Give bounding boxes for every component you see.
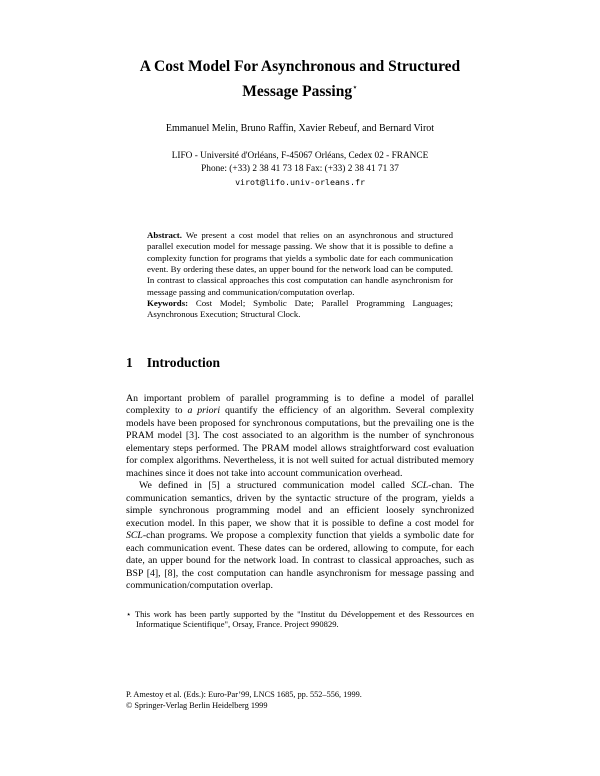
paper-title-line-2: Message Passing [242, 83, 353, 101]
footer-copyright: © Springer-Verlag Berlin Heidelberg 1999 [126, 700, 268, 710]
footnote-text: This work has been partly supported by the "Institut du Développement et des Ressources en Informatique Scientifique", Orsay, France. Project 990829. [131, 608, 474, 630]
paragraph-2-text-cont-1: -chan. The communication semantics, driven by the syntactic structure of the program, yields a simple synchronous programming model and an efficient loosely synchronized execution model. In this paper, we show that it is possible to define a cost model for [126, 480, 474, 529]
footnote-marker: ⋆ [126, 608, 132, 619]
abstract-text: We present a cost model that relies on an asynchronous and structured parallel execution model for message passing. We show that it is possible to define a complexity function for programs that yields a symbolic date for each communication event. By ordering these dates, an upper bound for the network load can be computed. In contrast to classical approaches this cost computation can handle asynchronism for message passing and communication/computation overlap. [147, 230, 453, 297]
affiliation-line-1: LIFO - Université d'Orléans, F-45067 Orléans, Cedex 02 - FRANCE [171, 151, 429, 162]
title-footnote-star: ⋆ [352, 82, 358, 92]
section-1-number: 1 [126, 354, 133, 370]
paragraph-2 [126, 480, 474, 593]
affiliation-block [126, 150, 474, 190]
page-footer [126, 690, 474, 711]
section-1-heading [126, 355, 474, 371]
scl-chan-inline-2: SCL [126, 530, 143, 542]
paragraph-2-text: We defined in [5] a structured communication model called [139, 480, 412, 492]
footnote [126, 609, 474, 631]
email-address: virot@lifo.univ-orleans.fr [235, 177, 365, 188]
abstract-paragraph [147, 230, 453, 298]
authors-line: Emmanuel Melin, Bruno Raffin, Xavier Rebeuf, and Bernard Virot [165, 123, 435, 135]
keywords-label: Keywords: [147, 297, 189, 308]
section-1-title: Introduction [146, 354, 221, 370]
paragraph-1 [126, 393, 474, 481]
footer-citation: P. Amestoy et al. (Eds.): Euro-Par’99, LNCS 1685, pp. 552–556, 1999. [126, 690, 362, 699]
paper-title [126, 56, 474, 102]
scl-chan-inline-1: SCL [411, 480, 429, 492]
paragraph-1-text: An important problem of parallel programming is to define a model of parallel complexity to [126, 392, 474, 417]
keywords-text: Cost Model; Symbolic Date; Parallel Programming Languages; Asynchronous Execution; Structural Clock. [147, 297, 453, 320]
paper-title-line-1: A Cost Model For Asynchronous and Structured [139, 58, 461, 75]
abstract-section [126, 230, 474, 320]
a-priori-italic: a priori [187, 405, 221, 417]
paper-content-column [126, 0, 474, 630]
keywords-paragraph [147, 298, 453, 321]
paragraph-1-text-cont: quantify the efficiency of an algorithm. Several complexity models have been proposed for synchronous computations, but the prevailing one is the PRAM model [3]. The cost associated to an algorithm is the number of synchronous elementary steps performed. The PRAM model allows straightforward cost evaluation for complex algorithms. Nevertheless, it is not well suited for actual distributed memory machines since it does not take into account communication overhead. [126, 405, 474, 479]
affiliation-line-2: Phone: (+33) 2 38 41 73 18 Fax: (+33) 2 38 41 71 37 [201, 164, 399, 175]
abstract-label: Abstract. [147, 230, 182, 241]
paragraph-2-text-cont-2: -chan programs. We propose a complexity function that yields a symbolic date for each communication event. These dates can be ordered, allowing to compute, for each date, an upper bound for the network load. In contrast to classical approaches, such as BSP [4], [8], the cost computation can handle asynchronism for message passing and communication/computation overlap. [126, 530, 474, 592]
